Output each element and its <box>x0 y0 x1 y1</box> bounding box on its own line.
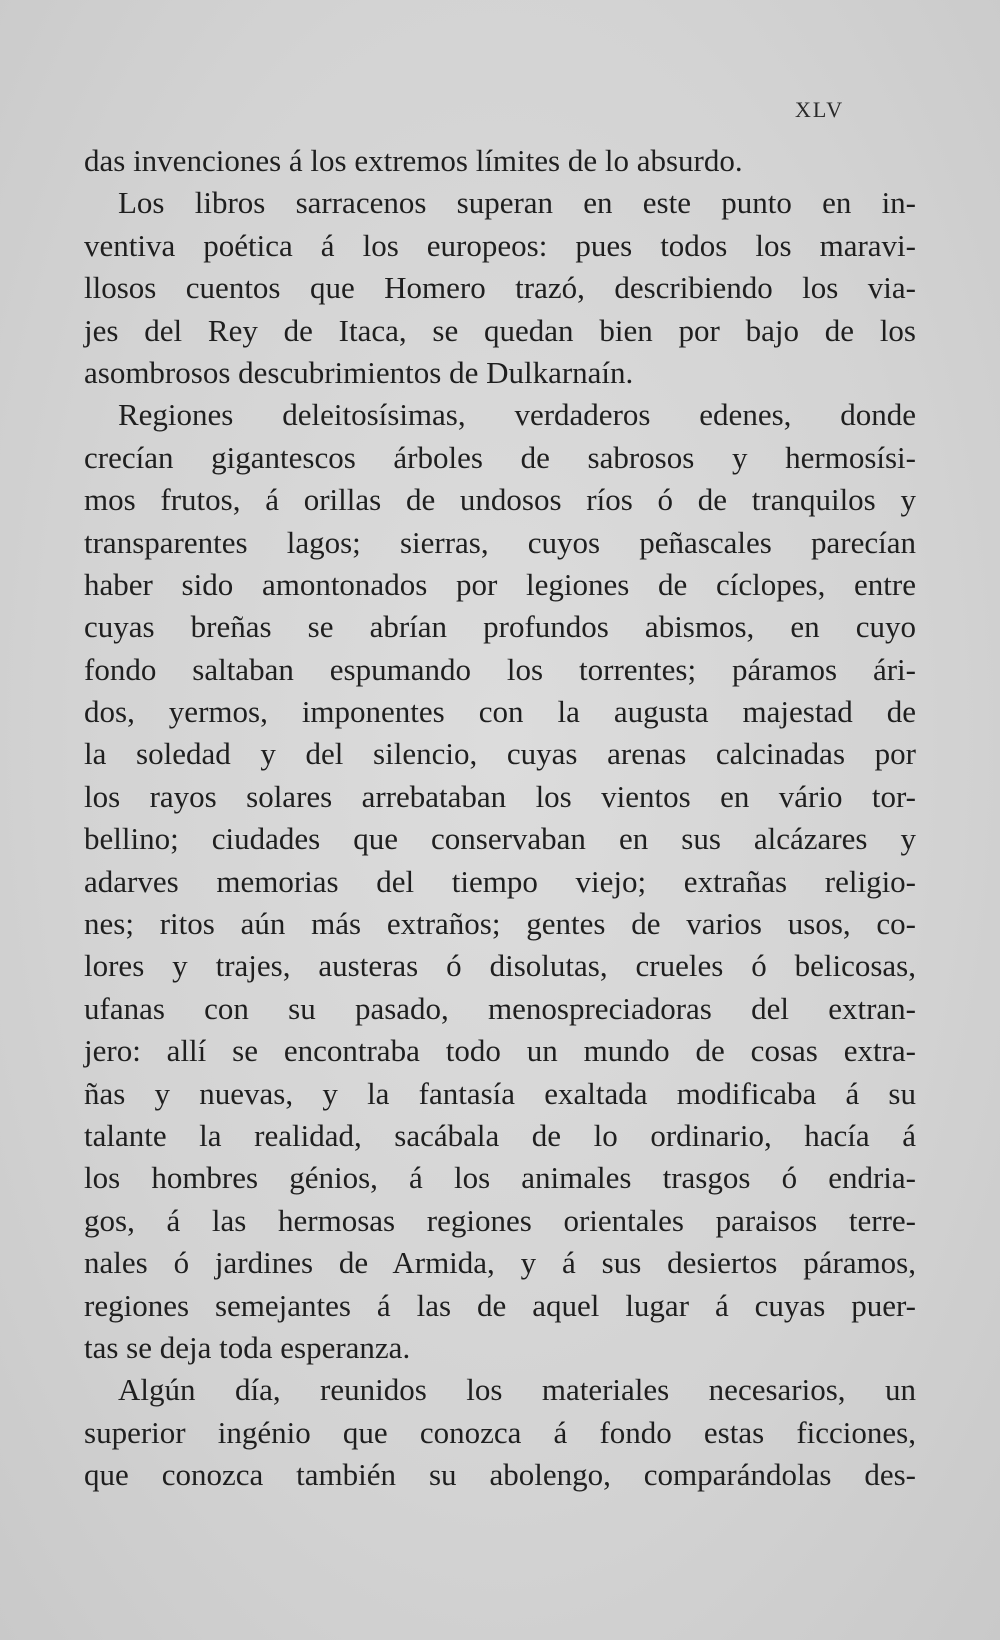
text-line: dos, yermos, imponentes con la augusta majestad de <box>84 694 916 730</box>
text-line: Regiones deleitosísimas, verdaderos edenes, donde <box>118 397 916 433</box>
text-line: Algún día, reunidos los materiales necesarios, un <box>118 1372 916 1408</box>
page-number-roman: XLV <box>795 97 845 122</box>
text-line: asombrosos descubrimientos de Dulkarnaín. <box>84 354 634 390</box>
text-line: adarves memorias del tiempo viejo; extrañas religio- <box>84 863 916 899</box>
text-line: superior ingénio que conozca á fondo estas ficciones, <box>84 1414 916 1450</box>
text-line: la soledad y del silencio, cuyas arenas calcinadas por <box>84 736 916 772</box>
text-line: nales ó jardines de Armida, y á sus desiertos páramos, <box>84 1245 916 1281</box>
text-line: gos, á las hermosas regiones orientales paraisos terre- <box>84 1202 916 1238</box>
text-line: jero: allí se encontraba todo un mundo de cosas extra- <box>84 1033 916 1069</box>
text-line: lores y trajes, austeras ó disolutas, crueles ó belicosas, <box>84 948 916 984</box>
text-line: fondo saltaban espumando los torrentes; páramos ári- <box>84 651 916 687</box>
text-line: que conozca también su abolengo, comparándolas des- <box>84 1457 916 1493</box>
text-line: talante la realidad, sacábala de lo ordinario, hacía á <box>84 1117 916 1153</box>
text-line: cuyas breñas se abrían profundos abismos, en cuyo <box>84 609 916 645</box>
text-line: Los libros sarracenos superan en este punto en in- <box>118 185 916 221</box>
text-line: bellino; ciudades que conservaban en sus alcázares y <box>84 821 916 857</box>
text-line: mos frutos, á orillas de undosos ríos ó de tranquilos y <box>84 482 916 518</box>
body-text <box>84 140 916 1497</box>
text-line: los rayos solares arrebataban los vientos en vário tor- <box>84 778 916 814</box>
text-line: regiones semejantes á las de aquel lugar á cuyas puer- <box>84 1287 916 1323</box>
text-line: ñas y nuevas, y la fantasía exaltada modificaba á su <box>84 1075 916 1111</box>
text-line: haber sido amontonados por legiones de cíclopes, entre <box>84 566 916 602</box>
text-line: jes del Rey de Itaca, se quedan bien por bajo de los <box>84 312 916 348</box>
text-line: crecían gigantescos árboles de sabrosos y hermosísi- <box>84 439 916 475</box>
text-line: das invenciones á los extremos límites de lo absurdo. <box>84 143 743 178</box>
text-line: nes; ritos aún más extraños; gentes de varios usos, co- <box>84 906 916 942</box>
text-line: ufanas con su pasado, menospreciadoras del extran- <box>84 990 916 1026</box>
text-line: tas se deja toda esperanza. <box>84 1329 411 1365</box>
text-line: los hombres génios, á los animales trasgos ó endria- <box>84 1160 916 1196</box>
text-line: ventiva poética á los europeos: pues todos los maravi- <box>84 227 916 263</box>
text-line: transparentes lagos; sierras, cuyos peñascales parecían <box>84 524 916 560</box>
text-line: llosos cuentos que Homero trazó, describiendo los via- <box>84 270 916 306</box>
